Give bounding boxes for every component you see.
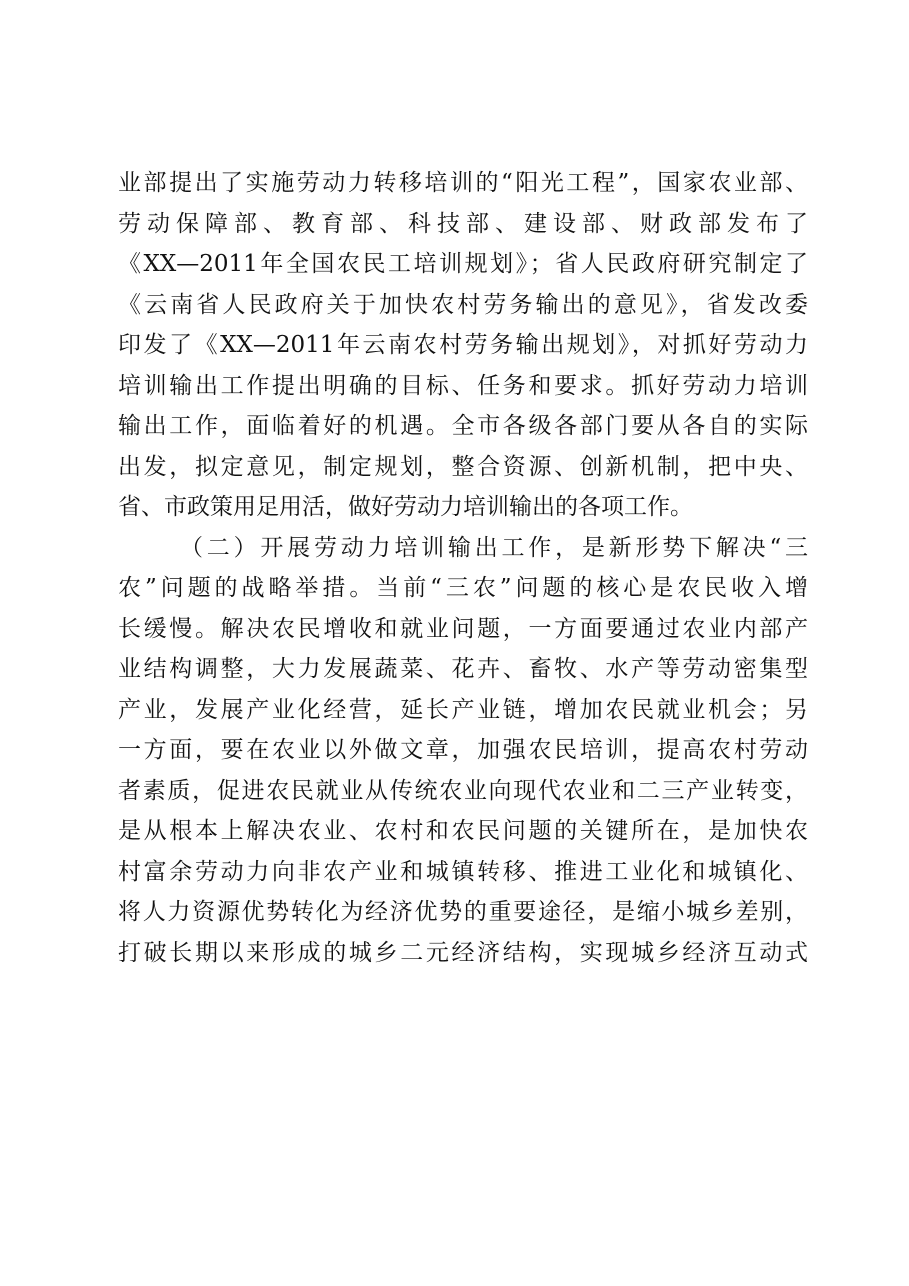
text-line: 劳动保障部、教育部、科技部、建设部、财政部发布了 bbox=[118, 210, 808, 237]
text-line: 是从根本上解决农业、农村和农民问题的关键所在，是加快农 bbox=[118, 818, 808, 844]
text-line: 业结构调整，大力发展蔬菜、花卉、畜牧、水产等劳动密集型 bbox=[118, 656, 808, 682]
text-line: 村富余劳动力向非农产业和城镇转移、推进工业化和城镇化、 bbox=[118, 858, 808, 885]
paragraph-2 bbox=[118, 528, 808, 974]
text-line: 将人力资源优势转化为经济优势的重要途径，是缩小城乡差别， bbox=[118, 899, 808, 925]
text-line: 农”问题的战略举措。当前“三农”问题的核心是农民收入增 bbox=[118, 575, 808, 601]
text-line: 一方面，要在农业以外做文章，加强农民培训，提高农村劳动 bbox=[118, 737, 808, 763]
text-line: 《XX—2011年全国农民工培训规划》；省人民政府研究制定了 bbox=[118, 251, 808, 277]
text-line: 印发了《XX—2011年云南农村劳务输出规划》，对抓好劳动力 bbox=[118, 332, 808, 358]
text-line: 省、市政策用足用活，做好劳动力培训输出的各项工作。 bbox=[118, 494, 693, 520]
text-line: 产业，发展产业化经营，延长产业链，增加农民就业机会；另 bbox=[118, 696, 808, 723]
text-line: 出发，拟定意见，制定规划，整合资源、创新机制，把中央、 bbox=[118, 453, 808, 480]
body-text bbox=[118, 163, 808, 973]
text-line: 业部提出了实施劳动力转移培训的“阳光工程”，国家农业部、 bbox=[118, 170, 808, 196]
text-line: 培训输出工作提出明确的目标、任务和要求。抓好劳动力培训 bbox=[118, 372, 808, 399]
text-line: （二）开展劳动力培训输出工作，是新形势下解决“三 bbox=[180, 534, 808, 561]
text-line: 长缓慢。解决农民增收和就业问题，一方面要通过农业内部产 bbox=[118, 615, 808, 642]
text-line: 者素质，促进农民就业从传统农业向现代农业和二三产业转变， bbox=[118, 777, 808, 804]
paragraph-1 bbox=[118, 163, 808, 528]
text-line: 输出工作，面临着好的机遇。全市各级各部门要从各自的实际 bbox=[118, 413, 808, 439]
text-line: 打破长期以来形成的城乡二元经济结构，实现城乡经济互动式 bbox=[118, 939, 808, 966]
text-line: 《云南省人民政府关于加快农村劳务输出的意见》，省发改委 bbox=[118, 291, 808, 318]
